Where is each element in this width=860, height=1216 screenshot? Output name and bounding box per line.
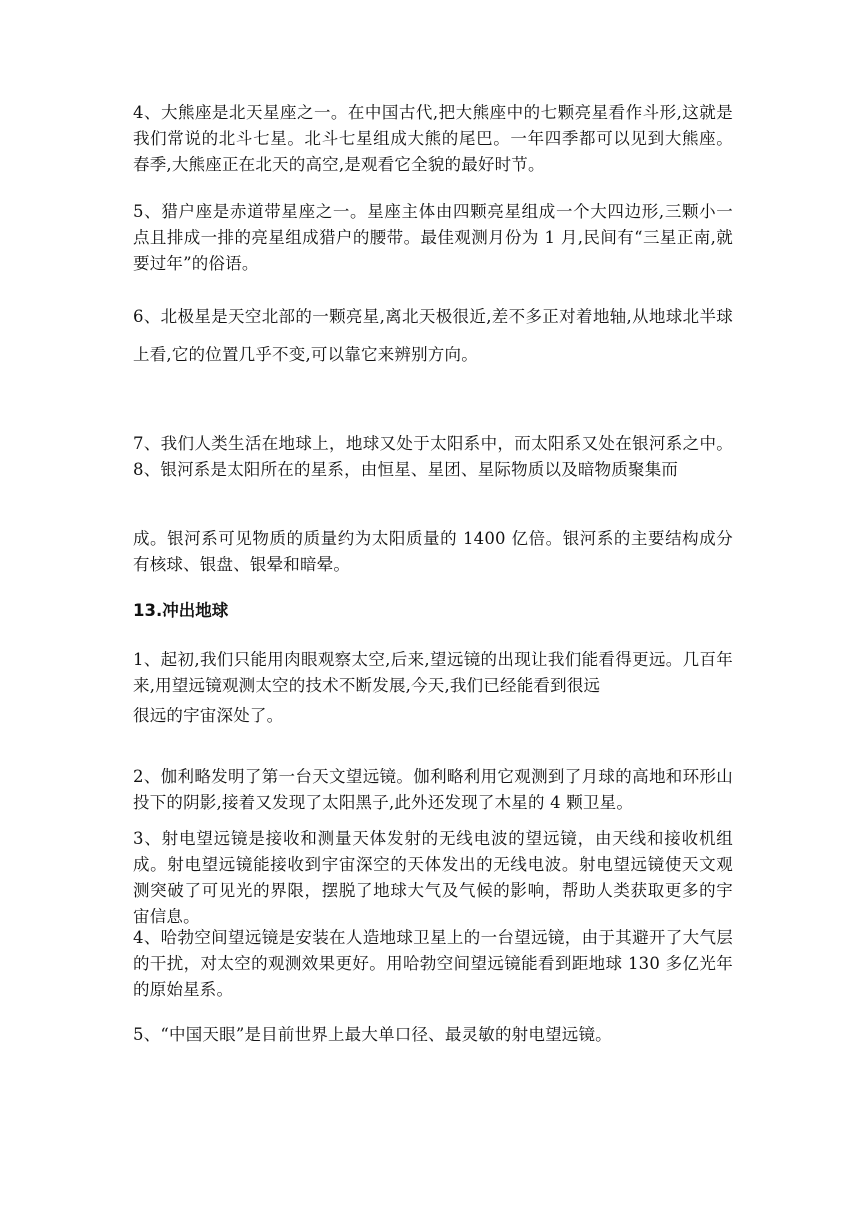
- paragraph-polaris: 6、北极星是天空北部的一颗亮星,离北天极很近,差不多正对着地轴,从地球北半球上看,它的位置几乎不变,可以靠它来辨别方向。: [133, 307, 733, 364]
- section-heading: 13.冲出地球: [133, 601, 229, 620]
- paragraph-fast: 5、“中国天眼”是目前世界上最大单口径、最灵敏的射电望远镜。: [133, 1025, 612, 1044]
- paragraph-big-dipper: 4、大熊座是北天星座之一。在中国古代,把大熊座中的七颗亮星看作斗形,这就是我们常说的北斗七星。北斗七星组成大熊的尾巴。一年四季都可以见到大熊座。春季,大熊座正在北天的高空,是观看它全貌的最好时节。: [133, 103, 733, 174]
- paragraph-radio-telescope: 3、射电望远镜是接收和测量天体发射的无线电波的望远镜，由天线和接收机组成。射电望远镜能接收到宇宙深空的天体发出的无线电波。射电望远镜使天文观测突破了可见光的界限，摆脱了地球大气及气候的影响，帮助人类获取更多的宇宙信息。: [133, 829, 733, 926]
- paragraph-hubble: 4、哈勃空间望远镜是安装在人造地球卫星上的一台望远镜，由于其避开了大气层的干扰，对太空的观测效果更好。用哈勃空间望远镜能看到距地球 130 多亿光年的原始星系。: [133, 928, 733, 999]
- paragraph-telescope-history-continued: 很远的宇宙深处了。: [133, 706, 284, 725]
- paragraph-orion: 5、猎户座是赤道带星座之一。星座主体由四颗亮星组成一个大四边形,三颗小一点且排成一排的亮星组成猎户的腰带。最佳观测月份为 1 月,民间有“三星正南,就要过年”的俗语。: [133, 202, 733, 273]
- paragraph-galileo: 2、伽利略发明了第一台天文望远镜。伽利略利用它观测到了月球的高地和环形山投下的阴影,接着又发现了太阳黑子,此外还发现了木星的 4 颗卫星。: [133, 767, 733, 812]
- paragraph-milky-way: 7、我们人类生活在地球上，地球又处于太阳系中，而太阳系又处在银河系之中。8、银河系是太阳所在的星系，由恒星、星团、星际物质以及暗物质聚集而: [133, 434, 733, 479]
- paragraph-telescope-history: 1、起初,我们只能用肉眼观察太空,后来,望远镜的出现让我们能看得更远。几百年来,用望远镜观测太空的技术不断发展,今天,我们已经能看到很远: [133, 650, 733, 695]
- paragraph-milky-way-continued: 成。银河系可见物质的质量约为太阳质量的 1400 亿倍。银河系的主要结构成分有核球、银盘、银晕和暗晕。: [133, 529, 733, 574]
